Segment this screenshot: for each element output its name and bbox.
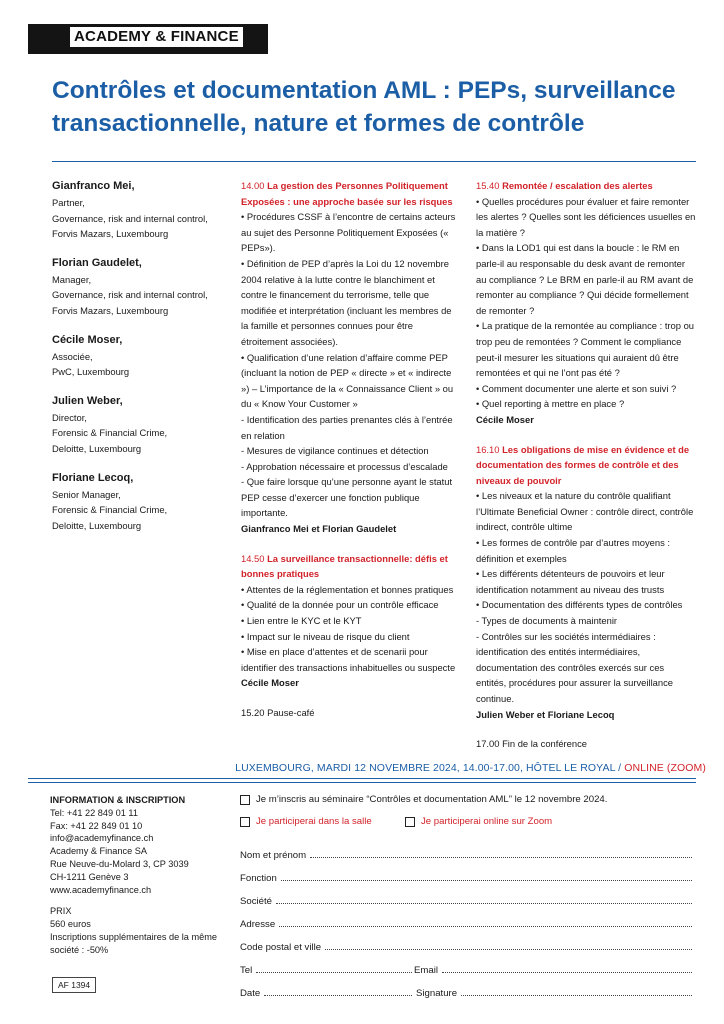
- session-item: - Identification des parties prenantes clés à l’entrée en relation: [241, 413, 453, 441]
- session-item: • Procédures CSSF à l’encontre de certains acteurs au sujet des Personne Politiquement Exposées (« PEPs»).: [241, 211, 456, 254]
- title-rest: PEPs, surveillance transactionnelle, nature et formes de contrôle: [52, 77, 676, 137]
- event-details: [0, 762, 706, 774]
- register-label: Je m’inscris au séminaire “Contrôles et documentation AML” le 12 novembre 2024.: [256, 794, 608, 805]
- online-label: Je participerai online sur Zoom: [421, 816, 553, 827]
- session-item: • Impact sur le niveau de risque du client: [241, 630, 410, 642]
- speaker-entry: [52, 393, 232, 457]
- speaker-detail: Partner,: [52, 197, 85, 208]
- session-heading: [241, 178, 461, 209]
- session-item: • Dans la LOD1 qui est dans la boucle : le RM en parle-il au responsable du desk avant de remonter au compliance ? Le BRM en parle-il au RM avant de remonter au compliance ? Qui décide formellement de remonter ?: [476, 242, 694, 316]
- name-label: Nom et prénom: [240, 850, 307, 861]
- program-session: [241, 178, 461, 537]
- program-session: [476, 442, 696, 723]
- signature-input-line[interactable]: [461, 987, 692, 996]
- info-line: Fax: +41 22 849 01 10: [50, 820, 143, 831]
- date-signature-row: [240, 987, 692, 999]
- info-line: CH-1211 Genève 3: [50, 871, 129, 882]
- company-field[interactable]: [240, 895, 692, 907]
- session-speakers: Julien Weber et Floriane Lecoq: [476, 708, 615, 720]
- session-heading: [476, 178, 696, 194]
- postal-field[interactable]: [240, 941, 692, 953]
- end-note: 17.00 Fin de la conférence: [476, 738, 588, 750]
- speaker-name: Florian Gaudelet,: [52, 256, 142, 269]
- speaker-detail: Forensic & Financial Crime,: [52, 427, 168, 439]
- session-heading: [476, 442, 696, 489]
- session-title: Remontée / escalation des alertes: [502, 180, 653, 191]
- info-line: Academy & Finance SA: [50, 846, 148, 857]
- session-item: • Les différents détenteurs de pouvoirs et leur identification notamment au niveau des trusts: [476, 568, 665, 595]
- session-item: • La pratique de la remontée au compliance : trop ou trop peu de remontées ? Comment le compliance peut-il mesurer les situations qui auraient dû être remontées et qui ne l’ont pas été ?: [476, 320, 695, 379]
- date-label: Date: [240, 988, 261, 999]
- register-checkbox[interactable]: [240, 795, 250, 805]
- in-room-row[interactable]: [240, 816, 372, 827]
- session-item: - Approbation nécessaire et processus d’escalade: [241, 460, 448, 472]
- speaker-name: Floriane Lecoq,: [52, 471, 134, 484]
- speaker-detail: Governance, risk and internal control,: [52, 289, 208, 301]
- speakers-list: [52, 178, 232, 546]
- postal-label: Code postal et ville: [240, 942, 322, 953]
- title-divider: [52, 161, 696, 162]
- speaker-detail: Director,: [52, 411, 87, 423]
- session-item: • Comment documenter une alerte et son suivi ?: [476, 382, 677, 394]
- session-item: • Les formes de contrôle par d’autres moyens : définition et exemples: [476, 537, 671, 564]
- session-item: - Types de documents à maintenir: [476, 615, 618, 627]
- info-line: Rue Neuve-du-Molard 3, CP 3039: [50, 858, 189, 869]
- session-time: 15.40: [476, 180, 500, 191]
- speaker-detail: Deloitte, Luxembourg: [52, 519, 142, 531]
- reference-code: AF 1394: [52, 977, 96, 993]
- break-note: 15.20 Pause-café: [241, 707, 315, 718]
- event-divider-2: [28, 782, 696, 783]
- speaker-detail: PwC, Luxembourg: [52, 366, 130, 378]
- tel-label: Tel: [240, 965, 253, 976]
- name-field[interactable]: [240, 849, 692, 861]
- tel-email-row: [240, 964, 692, 976]
- tel-field[interactable]: [240, 964, 412, 976]
- info-lines: [50, 807, 230, 897]
- event-main: LUXEMBOURG, MARDI 12 NOVEMBRE 2024, 14.00-17.00, HÔTEL LE ROYAL /: [235, 762, 625, 774]
- session-time: 16.10: [476, 443, 500, 455]
- session-item: - Que faire lorsque qu’une personne ayant le statut PEP cesse d’exercer une fonction publique importante.: [241, 476, 453, 519]
- session-item: • Quel reporting à mettre en place ?: [476, 398, 625, 410]
- info-heading: INFORMATION & INSCRIPTION: [50, 795, 186, 805]
- email-field[interactable]: [414, 964, 692, 976]
- speaker-entry: [52, 332, 232, 380]
- info-line: www.academyfinance.ch: [50, 884, 152, 895]
- session-item: • Quelles procédures pour évaluer et faire remonter les alertes ? Quelles sont les déficiences usuelles en la matière ?: [476, 195, 696, 238]
- title-bold: Contrôles et documentation AML :: [52, 77, 451, 104]
- function-input-line[interactable]: [281, 872, 692, 881]
- date-field[interactable]: [240, 987, 412, 999]
- company-input-line[interactable]: [276, 895, 692, 904]
- session-time: 14.50: [241, 552, 265, 564]
- in-room-label: Je participerai dans la salle: [256, 816, 372, 827]
- session-item: • Définition de PEP d’après la Loi du 12 novembre 2004 relative à la lutte contre le blanchiment et contre le financement du terrorisme, telle que modifiée et interprétation (incluant les membres de la famille et personnes connues pour être étroitement associées).: [241, 257, 452, 347]
- program-session: [476, 178, 696, 428]
- speaker-entry: [52, 470, 232, 534]
- company-label: Société: [240, 896, 272, 907]
- speaker-detail: Senior Manager,: [52, 488, 121, 500]
- session-title: La surveillance transactionnelle: défis et bonnes pratiques: [241, 552, 448, 580]
- postal-input-line[interactable]: [325, 941, 692, 950]
- session-item: • Documentation des différents types de contrôles: [476, 599, 683, 611]
- address-field[interactable]: [240, 918, 692, 930]
- session-item: • Mise en place d’attentes et de scenarii pour identifier des transactions inhabituelles ou suspecte: [241, 646, 456, 673]
- address-input-line[interactable]: [279, 918, 692, 927]
- function-label: Fonction: [240, 873, 277, 884]
- info-line: info@academyfinance.ch: [50, 833, 154, 844]
- info-block: [50, 794, 230, 957]
- speaker-detail: Manager,: [52, 273, 92, 285]
- tel-input-line[interactable]: [256, 964, 412, 973]
- speaker-detail: Governance, risk and internal control,: [52, 212, 208, 224]
- speaker-name: Cécile Moser,: [52, 333, 123, 346]
- session-speakers: Gianfranco Mei et Florian Gaudelet: [241, 523, 397, 535]
- session-item: • Les niveaux et la nature du contrôle qualifiant l’Ultimate Beneficial Owner : contrôle direct, contrôle indirect, contrôle ultime: [476, 490, 694, 533]
- email-input-line[interactable]: [442, 964, 692, 973]
- session-item: • Qualification d’une relation d’affaire comme PEP (incluant la notion de PEP « directe » et « indirecte ») – L’importance de la « Connaissance Client » ou du « Know Your Customer »: [241, 351, 454, 410]
- session-title: La gestion des Personnes Politiquement Exposées : une approche basée sur les risques: [241, 180, 453, 207]
- speaker-entry: [52, 255, 232, 319]
- register-row[interactable]: [240, 794, 607, 805]
- online-checkbox[interactable]: [405, 817, 415, 827]
- speaker-detail: Associée,: [52, 350, 93, 362]
- address-label: Adresse: [240, 919, 276, 930]
- page-title: [52, 74, 692, 140]
- email-label: Email: [414, 965, 438, 976]
- session-item: • Qualité de la donnée pour un contrôle efficace: [241, 599, 439, 611]
- brand-logo: ACADEMY & FINANCE: [70, 27, 243, 47]
- session-item: - Contrôles sur les sociétés intermédiaires : identification des entités intermédiaires, documentation des contrôles exercés sur ces entités, procédures pour assurer la surveillance continue.: [476, 630, 673, 704]
- price-lines: [50, 918, 230, 956]
- speaker-name: Gianfranco Mei,: [52, 180, 135, 192]
- price-line: 560 euros: [50, 919, 91, 930]
- function-field[interactable]: [240, 872, 692, 884]
- program-session: [241, 551, 461, 691]
- event-divider: [28, 778, 696, 779]
- session-item: - Mesures de vigilance continues et détection: [241, 445, 429, 457]
- speaker-detail: Forensic & Financial Crime,: [52, 504, 168, 516]
- signature-field[interactable]: [416, 987, 692, 999]
- date-input-line[interactable]: [264, 987, 412, 996]
- speaker-detail: Forvis Mazars, Luxembourg: [52, 228, 169, 240]
- session-speakers: Cécile Moser: [241, 677, 299, 689]
- session-title: Les obligations de mise en évidence et de documentation des formes de contrôle et des niveaux de pouvoir: [476, 443, 690, 486]
- signature-label: Signature: [416, 988, 458, 999]
- info-line: Tel: +41 22 849 01 11: [50, 807, 138, 818]
- price-line: Inscriptions supplémentaires de la même société : -50%: [50, 931, 217, 955]
- event-online: ONLINE (ZOOM): [624, 762, 706, 774]
- online-row[interactable]: [405, 816, 552, 827]
- speaker-detail: Deloitte, Luxembourg: [52, 442, 142, 454]
- session-item: • Attentes de la réglementation et bonnes pratiques: [241, 583, 454, 595]
- session-speakers: Cécile Moser: [476, 413, 534, 425]
- speaker-detail: Forvis Mazars, Luxembourg: [52, 304, 169, 316]
- in-room-checkbox[interactable]: [240, 817, 250, 827]
- speaker-name: Julien Weber,: [52, 394, 123, 407]
- program-column-right: [476, 178, 696, 752]
- session-item: • Lien entre le KYC et le KYT: [241, 615, 362, 627]
- speaker-entry: [52, 178, 232, 242]
- session-heading: [241, 551, 461, 582]
- name-input-line[interactable]: [310, 849, 692, 858]
- program-column-left: [241, 178, 461, 721]
- session-time: 14.00: [241, 180, 265, 191]
- price-heading: PRIX: [50, 906, 72, 917]
